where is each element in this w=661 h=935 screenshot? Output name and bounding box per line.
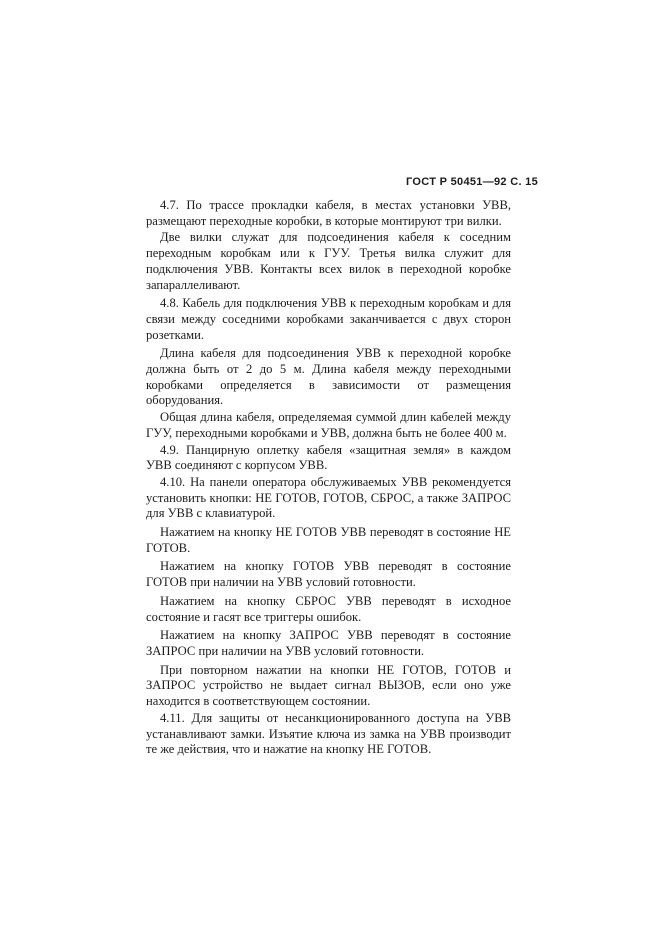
paragraph-4-10-request: Нажатием на кнопку ЗАПРОС УВВ переводят в состояние ЗАПРОС при наличии на УВВ условий готовности. bbox=[146, 628, 511, 658]
paragraph-4-10-repeat: При повторном нажатии на кнопки НЕ ГОТОВ, ГОТОВ и ЗАПРОС устройство не выдает сигнал ВЫЗОВ, если оно уже находится в соответствующем состоянии. bbox=[146, 662, 511, 709]
paragraph-4-10-ready: Нажатием на кнопку ГОТОВ УВВ переводят в состояние ГОТОВ при наличии на УВВ условий готовности. bbox=[146, 559, 511, 590]
paragraph-4-8-total: Общая длина кабеля, определяемая суммой длин кабелей между ГУУ, переходными коробками и УВВ, должна быть не более 400 м. bbox=[146, 410, 511, 440]
page-header: ГОСТ Р 50451—92 С. 15 bbox=[406, 176, 538, 188]
paragraph-4-9: 4.9. Панцирную оплетку кабеля «защитная земля» в каждом УВВ соединяют с корпусом УВВ. bbox=[146, 442, 511, 473]
paragraph-4-10-reset: Нажатием на кнопку СБРОС УВВ переводят в исходное состояние и гасят все триггеры ошибок. bbox=[146, 593, 511, 624]
paragraph-4-10-not-ready: Нажатием на кнопку НЕ ГОТОВ УВВ переводят в состояние НЕ ГОТОВ. bbox=[146, 525, 511, 555]
document-body bbox=[146, 198, 511, 759]
paragraph-4-8: 4.8. Кабель для подключения УВВ к переходным коробкам и для связи между соседними коробками заканчивается с двух сторон розетками. bbox=[146, 296, 511, 342]
paragraph-4-7: 4.7. По трассе прокладки кабеля, в местах установки УВВ, размещают переходные коробки, в которые монтируют три вилки. bbox=[146, 198, 511, 228]
paragraph-4-10: 4.10. На панели оператора обслуживаемых УВВ рекомендуется установить кнопки: НЕ ГОТОВ, ГОТОВ, СБРОС, а также ЗАПРОС для УВВ с клавиатурой. bbox=[146, 474, 511, 521]
paragraph-4-7-plugs: Две вилки служат для подсоединения кабеля к соседним переходным коробкам или к ГУУ. Третья вилка служит для подключения УВВ. Контакты всех вилок в переходной коробке запараллеливают. bbox=[146, 230, 511, 292]
paragraph-4-11: 4.11. Для защиты от несанкционированного доступа на УВВ устанавливают замки. Изъятие ключа из замка на УВВ производит те же действия, что и нажатие на кнопку НЕ ГОТОВ. bbox=[146, 710, 511, 757]
paragraph-4-8-length: Длина кабеля для подсоединения УВВ к переходной коробке должна быть от 2 до 5 м. Длина кабеля между переходными коробками определяется в зависимости от размещения оборудования. bbox=[146, 346, 511, 408]
